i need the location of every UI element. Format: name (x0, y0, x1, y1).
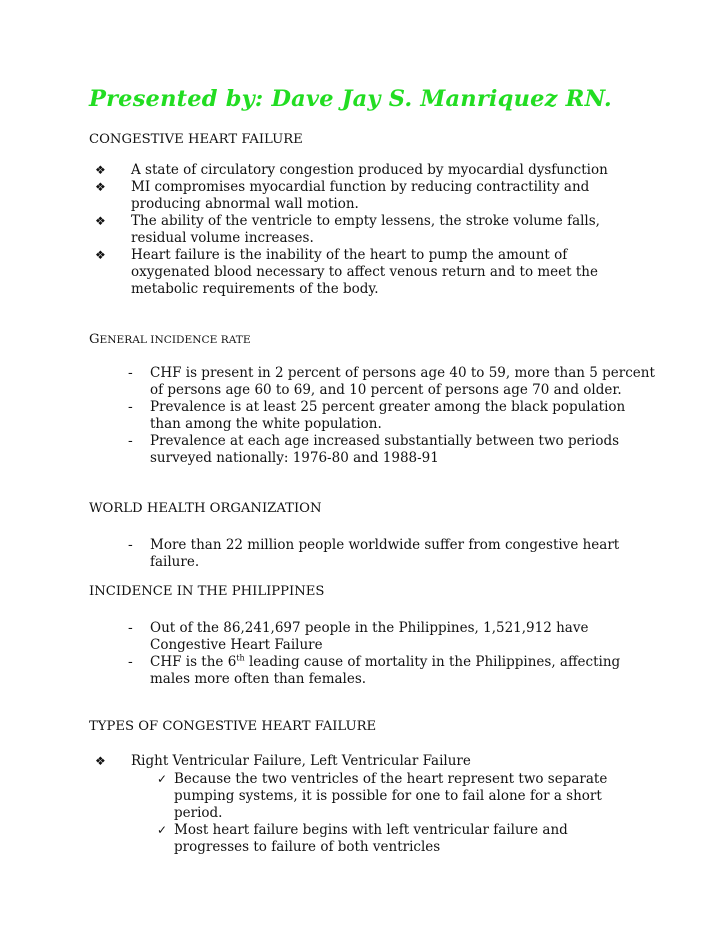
incidence-list (127, 365, 657, 467)
checkmark-icon: ✓ (157, 823, 168, 837)
diamond-bullet-icon: ❖ (95, 214, 106, 228)
heading-world-health-organization: WORLD HEALTH ORGANIZATION (89, 501, 322, 516)
dash-bullet-icon: - (128, 433, 133, 449)
list-item: - Prevalence at each age increased substantially between two periods surveyed nationally: 1976-80 and 1988-91 (128, 433, 620, 466)
types-sublist (157, 771, 627, 856)
dash-bullet-icon: - (128, 654, 133, 670)
heading-general-incidence-rate: GENERAL INCIDENCE RATE (89, 332, 251, 347)
dash-bullet-icon: - (128, 620, 133, 636)
dash-bullet-icon: - (128, 537, 133, 553)
list-item: ✓ Most heart failure begins with left ventricular failure and progresses to failure of both ventricles (157, 822, 568, 855)
diamond-bullet-icon: ❖ (95, 163, 106, 177)
list-item: ✓ Because the two ventricles of the heart represent two separate pumping systems, it is possible for one to fail alone for a short period. (157, 771, 608, 821)
who-list (127, 537, 657, 571)
list-item: ❖ Right Ventricular Failure, Left Ventricular Failure (95, 753, 471, 769)
diamond-bullet-icon: ❖ (95, 248, 106, 262)
checkmark-icon: ✓ (157, 772, 168, 786)
dash-bullet-icon: - (128, 365, 133, 381)
types-list (91, 753, 631, 770)
diamond-bullet-icon: ❖ (95, 754, 106, 768)
list-item: ❖ The ability of the ventricle to empty lessens, the stroke volume falls, residual volume increases. (95, 213, 600, 246)
heading-types-of-chf: TYPES OF CONGESTIVE HEART FAILURE (89, 719, 377, 734)
list-item: - Out of the 86,241,697 people in the Philippines, 1,521,912 have Congestive Heart Failure (128, 620, 589, 653)
list-item: - Prevalence is at least 25 percent greater among the black population than among the white population. (128, 399, 626, 432)
list-item: ❖ A state of circulatory congestion produced by myocardial dysfunction (95, 162, 608, 178)
list-item: - CHF is present in 2 percent of persons age 40 to 59, more than 5 percent of persons age 60 to 69, and 10 percent of persons age 70 and older. (128, 365, 655, 398)
diamond-bullet-icon: ❖ (95, 180, 106, 194)
list-item: ❖ Heart failure is the inability of the heart to pump the amount of oxygenated blood necessary to affect venous return and to meet the metabolic requirements of the body. (95, 247, 598, 297)
list-item: ❖ MI compromises myocardial function by reducing contractility and producing abnormal wall motion. (95, 179, 590, 212)
heading-incidence-philippines: INCIDENCE IN THE PHILIPPINES (89, 584, 325, 599)
list-item: - CHF is the 6th leading cause of mortality in the Philippines, affecting males more often than females. (128, 653, 621, 687)
chf-definition-list (91, 162, 631, 298)
presenter-title: Presented by: Dave Jay S. Manriquez RN. (89, 86, 612, 112)
philippines-list (127, 620, 657, 688)
heading-congestive-heart-failure: CONGESTIVE HEART FAILURE (89, 132, 303, 147)
list-item: - More than 22 million people worldwide suffer from congestive heart failure. (128, 537, 620, 570)
dash-bullet-icon: - (128, 399, 133, 415)
